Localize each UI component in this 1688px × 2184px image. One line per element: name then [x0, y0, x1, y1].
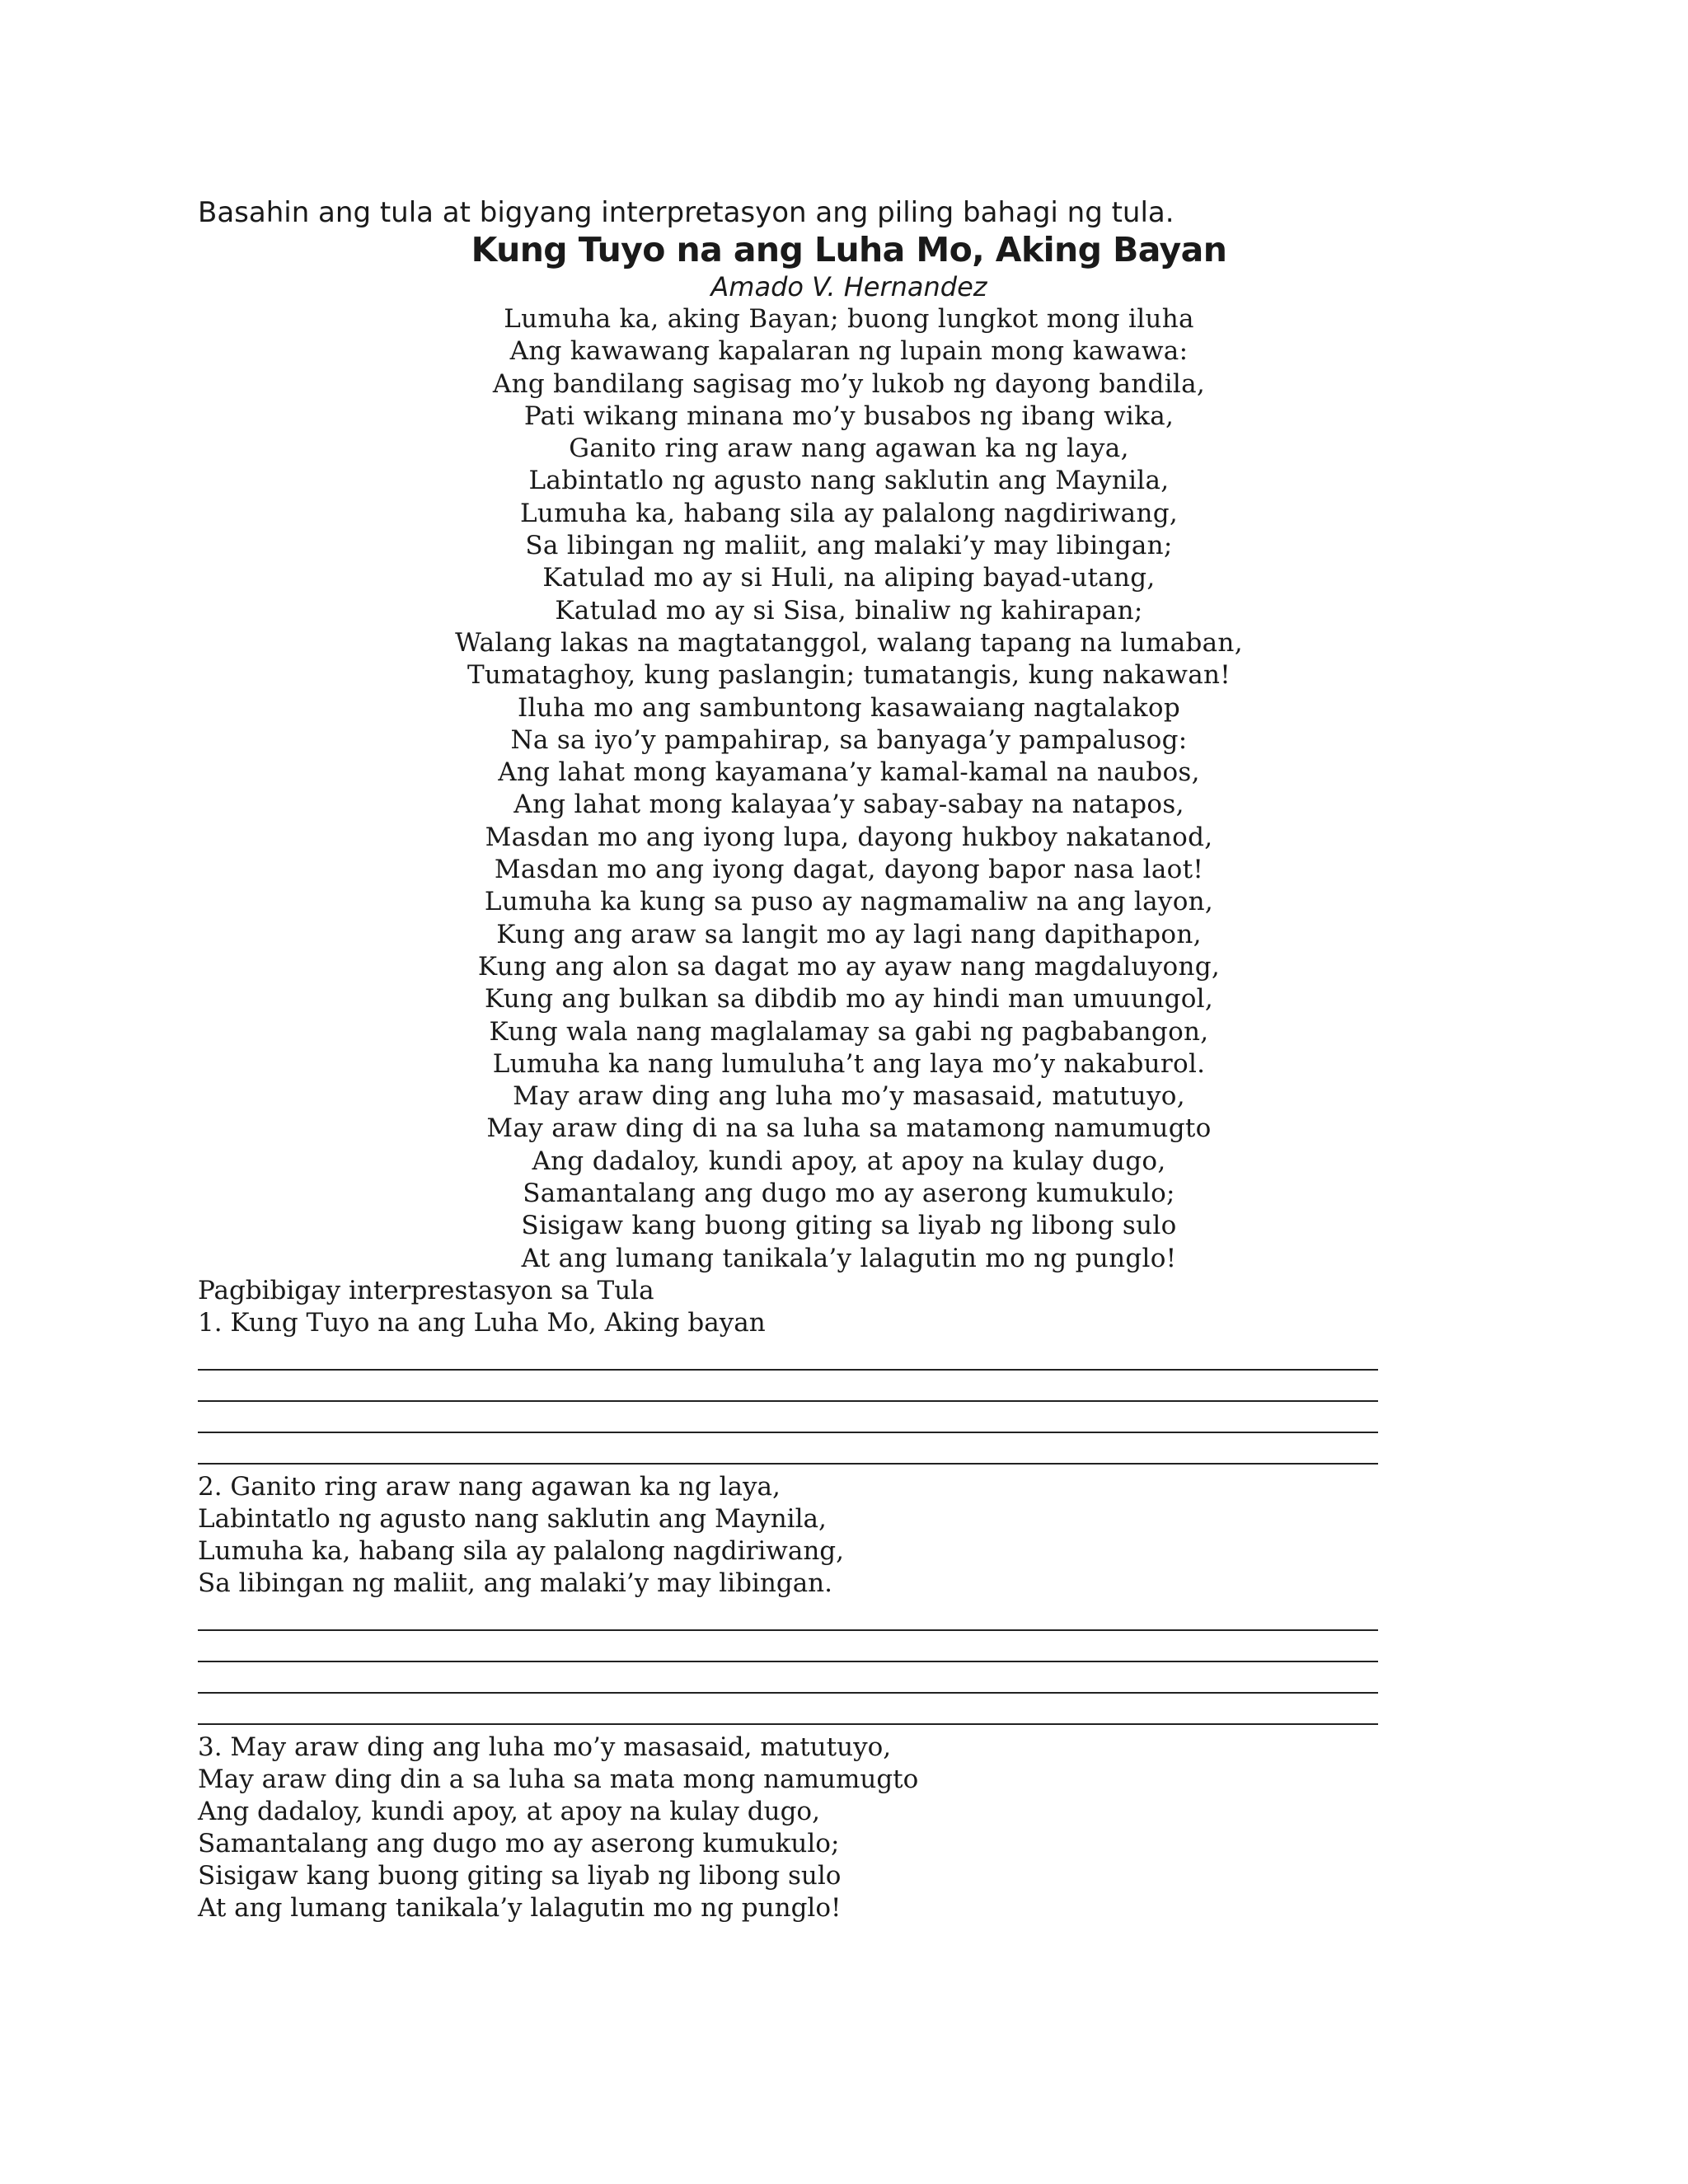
spacer [198, 1725, 1376, 1732]
poem-line: Walang lakas na magtatanggol, walang tapang na lumaban, [455, 627, 1243, 658]
poem-line: Katulad mo ay si Sisa, binaliw ng kahirapan; [555, 595, 1143, 626]
answer-area[interactable] [198, 1339, 1378, 1465]
question-line: Sisigaw kang buong giting sa liyab ng libong sulo [198, 1860, 842, 1891]
poem-line: Na sa iyo’y pampahirap, sa banyaga’y pampalusog: [510, 724, 1188, 755]
poem-line: At ang lumang tanikala’y lalagutin mo ng punglo! [521, 1243, 1177, 1273]
poem-line: Sa libingan ng maliit, ang malaki’y may libingan; [525, 531, 1173, 561]
section-label: Pagbibigay interprestasyon sa Tula [198, 1275, 654, 1305]
question-line: 2. Ganito ring araw nang agawan ka ng laya, [198, 1471, 781, 1502]
answer-line[interactable] [198, 1631, 1378, 1662]
worksheet-page [198, 196, 1376, 1924]
answer-line[interactable] [198, 1694, 1378, 1725]
answer-line[interactable] [198, 1339, 1378, 1371]
answer-line[interactable] [198, 1433, 1378, 1465]
question-text [198, 1307, 1376, 1339]
poem-line: Lumuha ka, aking Bayan; buong lungkot mong iluha [504, 304, 1194, 334]
question-line: May araw ding din a sa luha sa mata mong namumugto [198, 1764, 919, 1794]
answer-line[interactable] [198, 1371, 1378, 1402]
question-line: 3. May araw ding ang luha mo’y masasaid, matutuyo, [198, 1732, 892, 1762]
poem-line: Lumuha ka kung sa puso ay nagmamaliw na ang layon, [484, 887, 1214, 917]
answer-line[interactable] [198, 1662, 1378, 1694]
question-text [198, 1732, 1376, 1924]
poem-line: Ang lahat mong kalayaa’y sabay-sabay na natapos, [513, 790, 1184, 820]
poem-line: Lumuha ka, habang sila ay palalong nagdiriwang, [519, 498, 1179, 528]
poem-line: Katulad mo ay si Huli, na aliping bayad-utang, [542, 563, 1156, 593]
question-line: Sa libingan ng maliit, ang malaki’y may libingan. [198, 1568, 833, 1598]
poem-line: Kung wala nang maglalamay sa gabi ng pagbabangon, [489, 1016, 1209, 1047]
answer-line[interactable] [198, 1600, 1378, 1631]
question-2 [198, 1471, 1376, 1732]
spacer [198, 1465, 1376, 1471]
poem-body [198, 303, 1376, 1275]
poem-line: Ang lahat mong kayamana’y kamal-kamal na naubos, [498, 757, 1200, 788]
poem-line: Masdan mo ang iyong dagat, dayong bapor nasa laot! [494, 855, 1204, 885]
poem-line: Kung ang alon sa dagat mo ay ayaw nang magdaluyong, [477, 951, 1221, 982]
poem-line: Iluha mo ang sambuntong kasawaiang nagtalakop [518, 692, 1180, 723]
poem-author: Amado V. Hernandez [710, 271, 987, 302]
question-line: Samantalang ang dugo mo ay aserong kumukulo; [198, 1828, 840, 1858]
answer-area[interactable] [198, 1600, 1378, 1725]
answer-line[interactable] [198, 1402, 1378, 1433]
question-line: Lumuha ka, habang sila ay palalong nagdiriwang, [198, 1535, 844, 1566]
poem-line: Tumataghoy, kung paslangin; tumatangis, kung nakawan! [467, 660, 1231, 691]
question-line: Labintatlo ng agusto nang saklutin ang Maynila, [198, 1503, 827, 1534]
poem-line: Masdan mo ang iyong lupa, dayong hukboy nakatanod, [485, 822, 1213, 852]
question-text [198, 1471, 1376, 1600]
poem-line: Ganito ring araw nang agawan ka ng laya, [569, 434, 1129, 464]
poem-line: Ang bandilang sagisag mo’y lukob ng dayong bandila, [492, 368, 1206, 399]
poem-line: Pati wikang minana mo’y busabos ng ibang wika, [523, 401, 1175, 431]
poem-line: May araw ding di na sa luha sa matamong namumugto [486, 1113, 1212, 1144]
poem-line: Ang dadaloy, kundi apoy, at apoy na kulay dugo, [532, 1146, 1166, 1176]
question-line: Ang dadaloy, kundi apoy, at apoy na kulay dugo, [198, 1796, 820, 1826]
poem-title: Kung Tuyo na ang Luha Mo, Aking Bayan [471, 230, 1227, 269]
poem-line: Sisigaw kang buong giting sa liyab ng libong sulo [521, 1211, 1177, 1241]
question-3 [198, 1732, 1376, 1924]
poem-line: Ang kawawang kapalaran ng lupain mong kawawa: [509, 336, 1189, 367]
poem-line: Kung ang bulkan sa dibdib mo ay hindi man umuungol, [484, 984, 1214, 1015]
question-line: 1. Kung Tuyo na ang Luha Mo, Aking bayan [198, 1307, 766, 1338]
questions-section [198, 1307, 1376, 1924]
poem-line: May araw ding ang luha mo’y masasaid, matutuyo, [513, 1081, 1185, 1112]
poem-line: Lumuha ka nang lumuluha’t ang laya mo’y nakaburol. [492, 1048, 1206, 1079]
question-1 [198, 1307, 1376, 1471]
poem-line: Samantalang ang dugo mo ay aserong kumukulo; [523, 1179, 1175, 1209]
question-line: At ang lumang tanikala’y lalagutin mo ng punglo! [198, 1892, 842, 1923]
poem-line: Kung ang araw sa langit mo ay lagi nang dapithapon, [496, 919, 1202, 949]
instruction-text: Basahin ang tula at bigyang interpretasyon ang piling bahagi ng tula. [198, 196, 1175, 229]
poem-line: Labintatlo ng agusto nang saklutin ang Maynila, [528, 466, 1170, 496]
